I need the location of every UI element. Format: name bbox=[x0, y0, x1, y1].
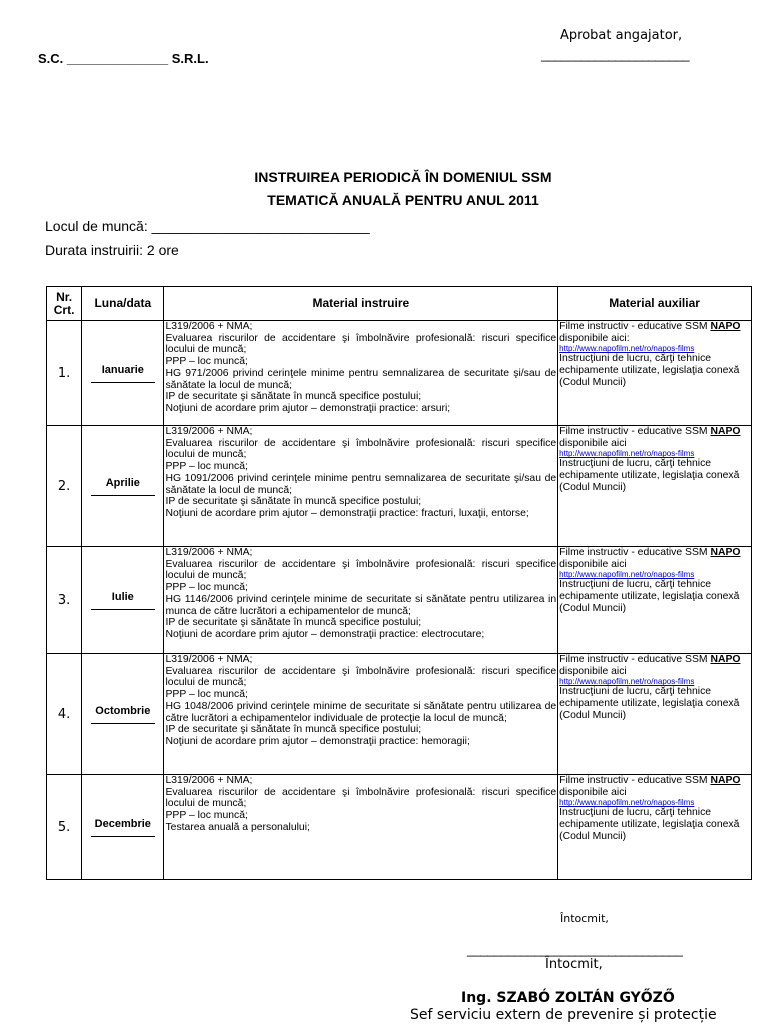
month-cell bbox=[82, 547, 164, 654]
duration-field: Durata instruirii: 2 ore bbox=[45, 242, 179, 258]
month-label: Ianuarie bbox=[101, 363, 144, 376]
row-number: 4. bbox=[47, 654, 82, 775]
signature-line: ________________________________ bbox=[467, 942, 683, 957]
table-header-row bbox=[47, 287, 752, 321]
aux-available-text: disponibile aici: bbox=[559, 332, 630, 344]
aux-instructions-text: Instrucţiuni de lucru, cărţi tehnice echipamente utilizate, legislaţia conexă (Codul Muncii) bbox=[559, 579, 740, 614]
prepared-by-label-small: Întocmit, bbox=[560, 912, 609, 925]
document-subtitle: TEMATICĂ ANUALĂ PENTRU ANUL 2011 bbox=[267, 192, 539, 208]
training-material-item: L319/2006 + NMA; bbox=[165, 321, 253, 332]
aux-available-text: disponibile aici bbox=[559, 558, 627, 570]
date-blank-line bbox=[91, 382, 155, 383]
aux-films-text: Filme instructiv - educative SSM bbox=[559, 547, 711, 558]
training-material-item: Evaluarea riscurilor de accidentare şi îmbolnăvire profesională: riscuri specifice locului de muncă; bbox=[165, 786, 557, 810]
training-material-item: PPP – loc muncă; bbox=[165, 356, 248, 368]
aux-instructions-text: Instrucţiuni de lucru, cărţi tehnice echipamente utilizate, legislaţia conexă (Codul Muncii) bbox=[559, 353, 740, 388]
workplace-field: Locul de muncă: ____________________________ bbox=[45, 218, 370, 234]
date-blank-line bbox=[91, 836, 155, 837]
training-material-item: Evaluarea riscurilor de accidentare şi îmbolnăvire profesională: riscuri specifice locului de muncă; bbox=[165, 332, 557, 356]
napo-films-link[interactable]: http://www.napofilm.net/ro/napos-films bbox=[559, 798, 695, 808]
aux-instructions-text: Instrucţiuni de lucru, cărţi tehnice echipamente utilizate, legislaţia conexă (Codul Muncii) bbox=[559, 458, 740, 493]
aux-films-text: Filme instructiv - educative SSM bbox=[559, 654, 711, 665]
training-material-item: IP de securitate şi sănătate în muncă specifice postului; bbox=[165, 391, 422, 403]
napo-label: NAPO bbox=[710, 654, 741, 665]
training-material-item: HG 971/2006 privind cerinţele minime pentru semnalizarea de securitate şi/sau de sănătate la locul de muncă; bbox=[165, 367, 557, 391]
napo-films-link[interactable]: http://www.napofilm.net/ro/napos-films bbox=[559, 344, 695, 354]
month-cell bbox=[82, 426, 164, 547]
approved-signature-line: ______________________ bbox=[541, 47, 690, 62]
table-row bbox=[47, 547, 752, 654]
table-row bbox=[47, 775, 752, 880]
header-month: Luna/data bbox=[82, 287, 164, 321]
month-cell bbox=[82, 321, 164, 426]
training-material-item: L319/2006 + NMA; bbox=[165, 775, 253, 786]
training-table bbox=[46, 286, 752, 880]
aux-available-text: disponibile aici bbox=[559, 665, 627, 677]
training-material-cell bbox=[164, 775, 558, 880]
header-nr: Nr. Crt. bbox=[47, 287, 82, 321]
training-material-cell bbox=[164, 654, 558, 775]
napo-label: NAPO bbox=[710, 321, 741, 332]
training-material-item: L319/2006 + NMA; bbox=[165, 426, 253, 437]
table-row bbox=[47, 426, 752, 547]
table-row bbox=[47, 321, 752, 426]
month-label: Decembrie bbox=[94, 817, 151, 830]
training-material-item: HG 1048/2006 privind cerinţele minime de securitate si sănătate pentru utilizarea de către lucrători a echipamentelor individuale de protecţie la locul de muncă; bbox=[165, 700, 557, 724]
company-name: S.C. ______________ S.R.L. bbox=[38, 51, 209, 66]
training-material-item: Noţiuni de acordare prim ajutor – demonstraţii practice: electrocutare; bbox=[165, 628, 485, 640]
header-material: Material instruire bbox=[164, 287, 558, 321]
training-material-item: Noţiuni de acordare prim ajutor – demonstraţii practice: hemoragii; bbox=[165, 735, 470, 747]
row-number: 2. bbox=[47, 426, 82, 547]
month-cell bbox=[82, 654, 164, 775]
napo-label: NAPO bbox=[710, 426, 741, 437]
training-material-item: PPP – loc muncă; bbox=[165, 689, 248, 701]
training-material-item: Evaluarea riscurilor de accidentare şi îmbolnăvire profesională: riscuri specifice locului de muncă; bbox=[165, 558, 557, 582]
training-material-cell bbox=[164, 426, 558, 547]
training-material-item: IP de securitate şi sănătate în muncă specifice postului; bbox=[165, 496, 422, 508]
training-material-item: IP de securitate şi sănătate în muncă specifice postului; bbox=[165, 724, 422, 736]
training-material-item: PPP – loc muncă; bbox=[165, 810, 248, 822]
date-blank-line bbox=[91, 609, 155, 610]
aux-films-text: Filme instructiv - educative SSM bbox=[559, 775, 711, 786]
aux-instructions-text: Instrucţiuni de lucru, cărţi tehnice echipamente utilizate, legislaţia conexă (Codul Muncii) bbox=[559, 807, 740, 842]
auxiliary-material-cell bbox=[558, 775, 752, 880]
napo-films-link[interactable]: http://www.napofilm.net/ro/napos-films bbox=[559, 570, 695, 580]
training-material-item: HG 1091/2006 privind cerinţele minime pentru semnalizarea de securitate şi/sau de sănătate la locul de muncă; bbox=[165, 472, 557, 496]
engineer-name: Ing. SZABÓ ZOLTÁN GYŐZŐ bbox=[461, 990, 675, 1006]
napo-films-link[interactable]: http://www.napofilm.net/ro/napos-films bbox=[559, 449, 695, 459]
aux-instructions-text: Instrucţiuni de lucru, cărţi tehnice echipamente utilizate, legislaţia conexă (Codul Muncii) bbox=[559, 686, 740, 721]
engineer-role: Sef serviciu extern de prevenire și protecție bbox=[410, 1007, 717, 1023]
aux-films-text: Filme instructiv - educative SSM bbox=[559, 321, 711, 332]
approved-label: Aprobat angajator, bbox=[560, 28, 683, 43]
aux-available-text: disponibile aici bbox=[559, 437, 627, 449]
row-number: 5. bbox=[47, 775, 82, 880]
prepared-by-label: Întocmit, bbox=[545, 957, 603, 972]
training-material-item: L319/2006 + NMA; bbox=[165, 547, 253, 558]
training-material-item: PPP – loc muncă; bbox=[165, 582, 248, 594]
napo-films-link[interactable]: http://www.napofilm.net/ro/napos-films bbox=[559, 677, 695, 687]
training-material-item: Evaluarea riscurilor de accidentare şi îmbolnăvire profesională: riscuri specifice locului de muncă; bbox=[165, 437, 557, 461]
training-material-item: Noţiuni de acordare prim ajutor – demonstraţii practice: fracturi, luxaţii, entorse; bbox=[165, 507, 529, 519]
training-material-item: Evaluarea riscurilor de accidentare şi îmbolnăvire profesională: riscuri specifice locului de muncă; bbox=[165, 665, 557, 689]
document-title: INSTRUIREA PERIODICĂ ÎN DOMENIUL SSM bbox=[254, 169, 552, 185]
napo-label: NAPO bbox=[710, 775, 741, 786]
date-blank-line bbox=[91, 495, 155, 496]
month-cell bbox=[82, 775, 164, 880]
table-row bbox=[47, 654, 752, 775]
training-material-cell bbox=[164, 321, 558, 426]
training-material-item: Noţiuni de acordare prim ajutor – demonstraţii practice: arsuri; bbox=[165, 402, 451, 414]
month-label: Octombrie bbox=[95, 704, 151, 717]
auxiliary-material-cell bbox=[558, 654, 752, 775]
month-label: Aprilie bbox=[105, 476, 140, 489]
auxiliary-material-cell bbox=[558, 547, 752, 654]
training-material-item: HG 1146/2006 privind cerinţele minime de securitate si sănătate pentru utilizarea in munca de către lucrători a echipamentelor de muncă; bbox=[165, 593, 557, 617]
auxiliary-material-cell bbox=[558, 321, 752, 426]
napo-label: NAPO bbox=[710, 547, 741, 558]
auxiliary-material-cell bbox=[558, 426, 752, 547]
training-material-item: PPP – loc muncă; bbox=[165, 461, 248, 473]
aux-available-text: disponibile aici bbox=[559, 786, 627, 798]
month-label: Iulie bbox=[111, 590, 134, 603]
training-material-cell bbox=[164, 547, 558, 654]
training-material-item: L319/2006 + NMA; bbox=[165, 654, 253, 665]
row-number: 1. bbox=[47, 321, 82, 426]
aux-films-text: Filme instructiv - educative SSM bbox=[559, 426, 711, 437]
date-blank-line bbox=[91, 723, 155, 724]
training-material-item: IP de securitate şi sănătate în muncă specifice postului; bbox=[165, 617, 422, 629]
row-number: 3. bbox=[47, 547, 82, 654]
training-material-item: Testarea anuală a personalului; bbox=[165, 821, 310, 833]
header-auxiliary: Material auxiliar bbox=[558, 287, 752, 321]
